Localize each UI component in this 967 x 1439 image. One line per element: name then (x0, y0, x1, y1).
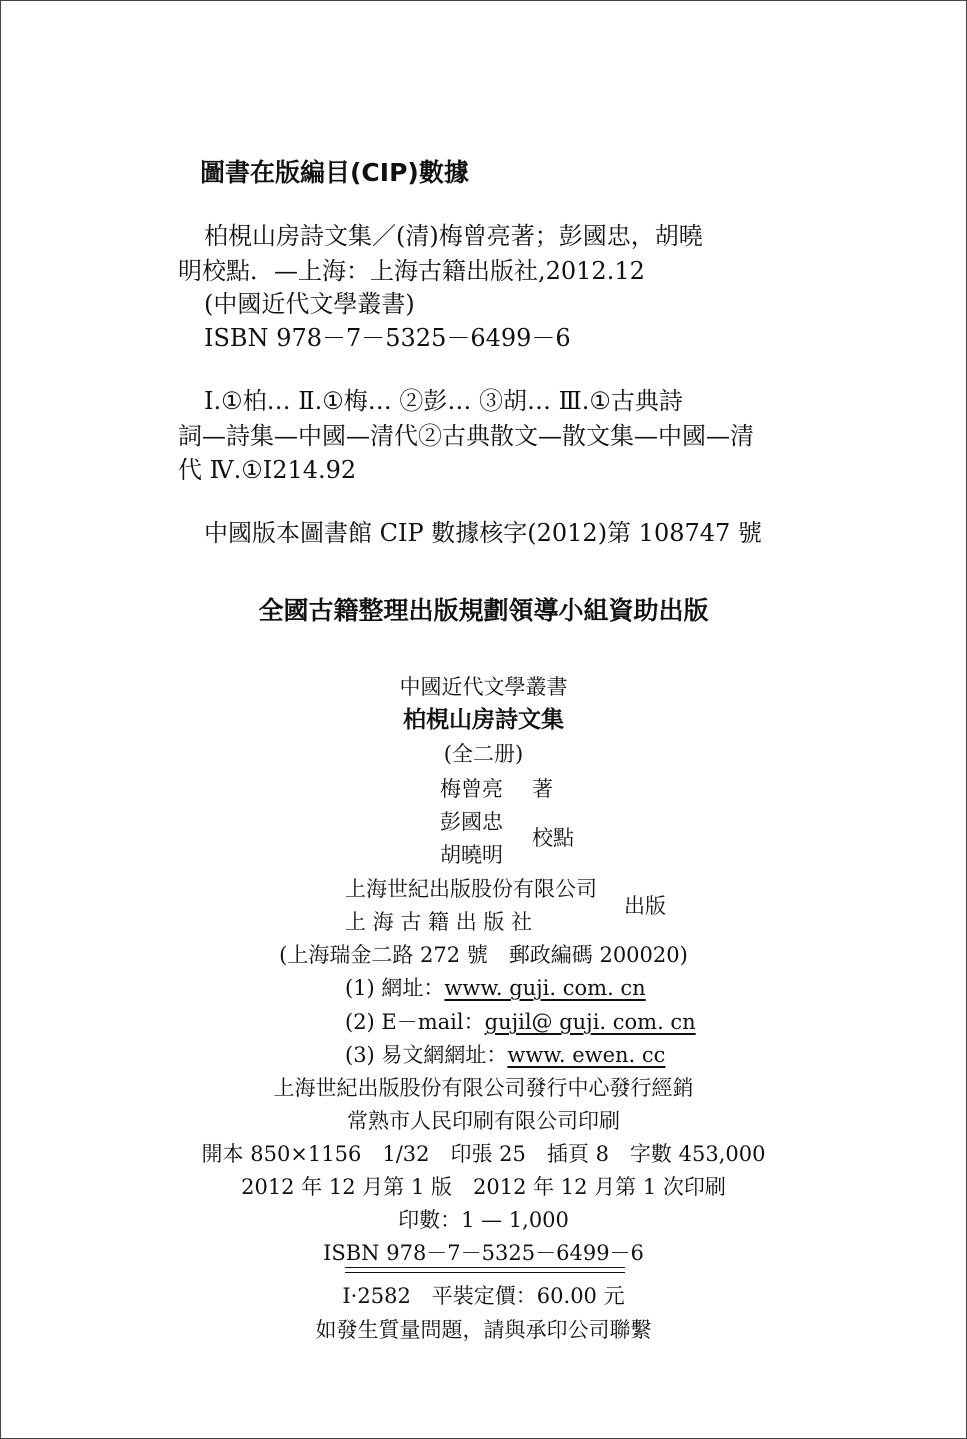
publisher-role: 出版 (624, 894, 666, 918)
website-row (345, 978, 646, 999)
cip-classification-line: 代 Ⅳ.①I214.92 (178, 456, 357, 484)
publisher-name: 上 海 古 籍 出 版 社 (345, 910, 533, 934)
website-label: (1) 網址： (345, 976, 445, 1000)
email-label: (2) E－mail： (345, 1010, 485, 1034)
cip-verification-number: 中國版本圖書館 CIP 數據核字(2012)第 108747 號 (204, 519, 762, 547)
format-specs: 開本 850×1156 1/32 印張 25 插頁 8 字數 453,000 (201, 1142, 766, 1166)
distributor: 上海世紀出版股份有限公司發行中心發行經銷 (273, 1076, 694, 1100)
website-link[interactable]: www. guji. com. cn (444, 976, 646, 1000)
ewen-label: (3) 易文網網址： (345, 1043, 508, 1067)
publisher-name: 上海世紀出版股份有限公司 (345, 877, 597, 901)
print-run: 印數：1 — 1,000 (398, 1208, 569, 1232)
ewen-row (345, 1045, 665, 1066)
divider-rule (345, 1272, 625, 1273)
book-title: 柏梘山房詩文集 (403, 707, 564, 733)
edition-info: 2012 年 12 月第 1 版 2012 年 12 月第 1 次印刷 (241, 1175, 726, 1199)
cip-entry-line: 明校點．—上海：上海古籍出版社,2012.12 (178, 257, 645, 285)
editor-name: 胡曉明 (440, 843, 503, 867)
divider-rule (345, 1267, 625, 1268)
quality-note: 如發生質量問題，請與承印公司聯繫 (315, 1318, 652, 1342)
publisher-address: (上海瑞金二路 272 號 郵政編碼 200020) (279, 943, 688, 967)
cip-entry-line: 柏梘山房詩文集／(清)梅曾亮著；彭國忠，胡曉 (204, 222, 703, 250)
ewen-link[interactable]: www. ewen. cc (507, 1043, 666, 1067)
editor-role: 校點 (532, 826, 574, 850)
email-row (345, 1012, 696, 1033)
cip-subject-line: 詞—詩集—中國—清代②古典散文—散文集—中國—清 (178, 422, 754, 450)
isbn: ISBN 978－7－5325－6499－6 (323, 1241, 644, 1265)
cip-isbn-line: ISBN 978－7－5325－6499－6 (204, 324, 571, 352)
author-name: 梅曾亮 (440, 777, 503, 801)
printer: 常熟市人民印刷有限公司印刷 (347, 1109, 620, 1133)
volume-count: (全二册) (443, 742, 524, 766)
cip-subject-line: Ⅰ.①柏… Ⅱ.①梅… ②彭… ③胡… Ⅲ.①古典詩 (204, 387, 683, 415)
series-name: 中國近代文學叢書 (399, 675, 568, 699)
cip-series-line: (中國近代文學叢書) (204, 290, 415, 318)
editor-name: 彭國忠 (440, 810, 503, 834)
author-role: 著 (532, 777, 553, 801)
price: I·2582 平裝定價：60.00 元 (342, 1284, 625, 1308)
cip-heading: 圖書在版編目(CIP)數據 (200, 158, 469, 187)
email-link[interactable]: gujil@ guji. com. cn (484, 1010, 696, 1034)
funding-note: 全國古籍整理出版規劃領導小組資助出版 (258, 596, 709, 625)
